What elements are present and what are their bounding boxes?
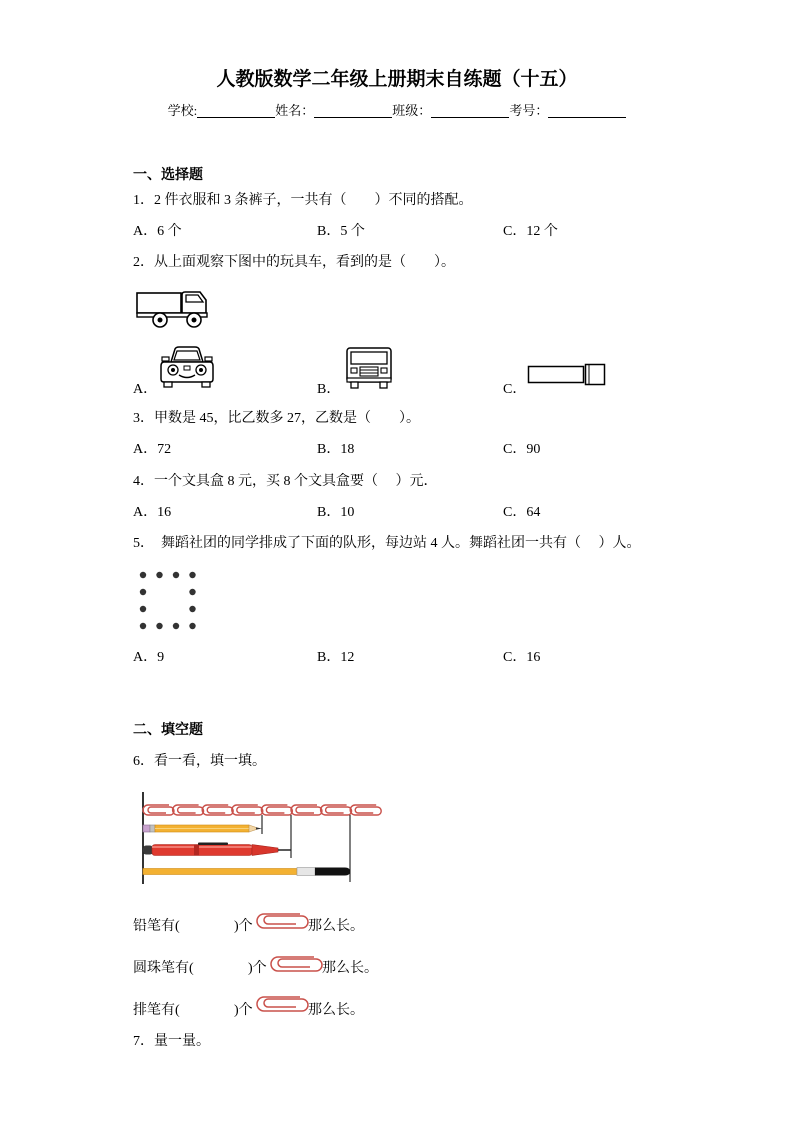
brush-handle [143,869,297,875]
question-7-stem: 7．量一量。 [133,1034,210,1049]
fill-row-pencil [0,917,794,937]
truck-hub [192,318,197,323]
fill-row-prefix: 铅笔有( [133,919,180,934]
school-label: 学校: [167,103,198,118]
truck-front-windshield [351,352,387,364]
question-4-option-b: B．10 [317,505,355,520]
dancer-dot [140,572,146,578]
paperclip-icon [256,912,306,930]
pen-cone [252,845,278,856]
question-5-option-c: C．16 [503,650,541,665]
question-2-option-b: B． [317,382,341,397]
paperclip [202,805,233,815]
paperclip [232,805,263,815]
top-view-cargo [529,367,584,383]
dancer-dot [189,572,195,578]
section-heading-fill: 二、填空题 [133,723,203,738]
car-mirror [205,357,212,361]
truck-hub [158,318,163,323]
paperclip-icon [270,955,320,973]
question-5-option-a: A．9 [133,650,165,665]
paperclip [261,805,292,815]
paperclip [321,805,352,815]
fill-row-suffix: )个 [248,961,267,976]
school-blank [197,103,275,118]
dancer-dot [189,623,195,629]
class-blank [431,103,509,118]
question-2-stem: 2．从上面观察下图中的玩具车，看到的是（ ）。 [133,255,455,270]
question-6-stem: 6．看一看，填一填。 [133,754,266,769]
dancer-dot [189,589,195,595]
name-label: 姓名： [275,103,315,118]
question-4-stem: 4．一个文具盒 8 元，买 8 个文具盒要（ ）元． [133,474,438,489]
paperclip-chain [143,805,381,815]
pencil [143,825,262,832]
question-3-option-c: C．90 [503,442,541,457]
dancer-dot [140,589,146,595]
dancer-dot [156,572,162,578]
car-wheel [164,382,172,387]
paperclip [291,805,322,815]
pen-end-cap [143,846,153,855]
fill-row-suffix: )个 [234,919,253,934]
class-label: 班级： [392,103,432,118]
question-1-stem: 1．2 件衣服和 3 条裤子，一共有（ ）不同的搭配。 [133,193,473,208]
car-headlight-center [199,368,203,372]
question-3-option-a: A．72 [133,442,172,457]
pencil-eraser [143,825,150,832]
paperclip [350,805,381,815]
question-4-option-c: C．64 [503,505,541,520]
fill-row-ballpoint-pen [0,959,794,979]
question-1-option-b: B．5 个 [317,224,365,239]
paperclip [143,805,174,815]
student-info-line [0,102,794,120]
pen-pocket-clip [198,843,228,846]
dancer-dot [140,623,146,629]
dancer-dot [173,623,179,629]
pencil-ferrule [150,825,155,832]
question-1-option-c: C．12 个 [503,224,558,239]
dancer-dot [156,623,162,629]
fill-row-tail: 那么长。 [308,1003,364,1018]
question-3-stem: 3．甲数是 45，比乙数多 27，乙数是（ ）。 [133,411,420,426]
section-heading-choice: 一、选择题 [133,168,203,183]
fill-row-tail: 那么长。 [322,961,378,976]
fill-row-tail: 那么长。 [308,919,364,934]
top-view-cab [586,365,605,385]
name-blank [314,103,392,118]
question-2-option-a: A． [133,382,158,397]
truck-front-grille [360,367,378,376]
length-comparison-figure [138,788,388,886]
ballpoint-pen [143,843,291,856]
exam-number-label: 考号： [509,103,549,118]
question-5-stem: 5． 舞蹈社团的同学排成了下面的队形，每边站 4 人。舞蹈社团一共有（ ）人。 [133,536,641,551]
car-front-view-image [159,344,215,388]
truck-front-light [351,368,357,373]
fill-row-prefix: 排笔有( [133,1003,180,1018]
car-emblem [184,366,190,370]
brush-ferrule [297,868,315,876]
question-3-option-b: B．18 [317,442,355,457]
dancer-dot [189,606,195,612]
dancer-dot [173,572,179,578]
toy-truck-side-view [134,287,212,331]
truck-front-view-image [344,346,394,390]
truck-top-view-image [527,362,609,388]
question-4-option-a: A．16 [133,505,172,520]
brush-pen [143,868,350,876]
pencil-lead [256,827,262,829]
car-mirror [162,357,169,361]
question-1-option-a: A．6 个 [133,224,182,239]
question-5-option-b: B．12 [317,650,355,665]
exam-number-blank [548,103,626,118]
pen-highlight [152,846,252,848]
pen-band [194,845,199,856]
page-title: 人教版数学二年级上册期末自练题（十五） [216,69,578,90]
truck-front-wheel [351,382,358,388]
truck-front-wheel [380,382,387,388]
paperclip [173,805,204,815]
car-windshield [174,351,200,360]
car-wheel [202,382,210,387]
truck-cargo-box [137,293,181,313]
fill-row-prefix: 圆珠笔有( [133,961,194,976]
dance-formation-figure [138,570,198,632]
paperclip-icon [256,995,306,1013]
dancer-dot [140,606,146,612]
truck-front-light [381,368,387,373]
question-2-option-c: C． [503,382,527,397]
car-headlight-center [171,368,175,372]
fill-row-brush-pen [0,1001,794,1021]
brush-bristles [315,868,350,876]
fill-row-suffix: )个 [234,1003,253,1018]
